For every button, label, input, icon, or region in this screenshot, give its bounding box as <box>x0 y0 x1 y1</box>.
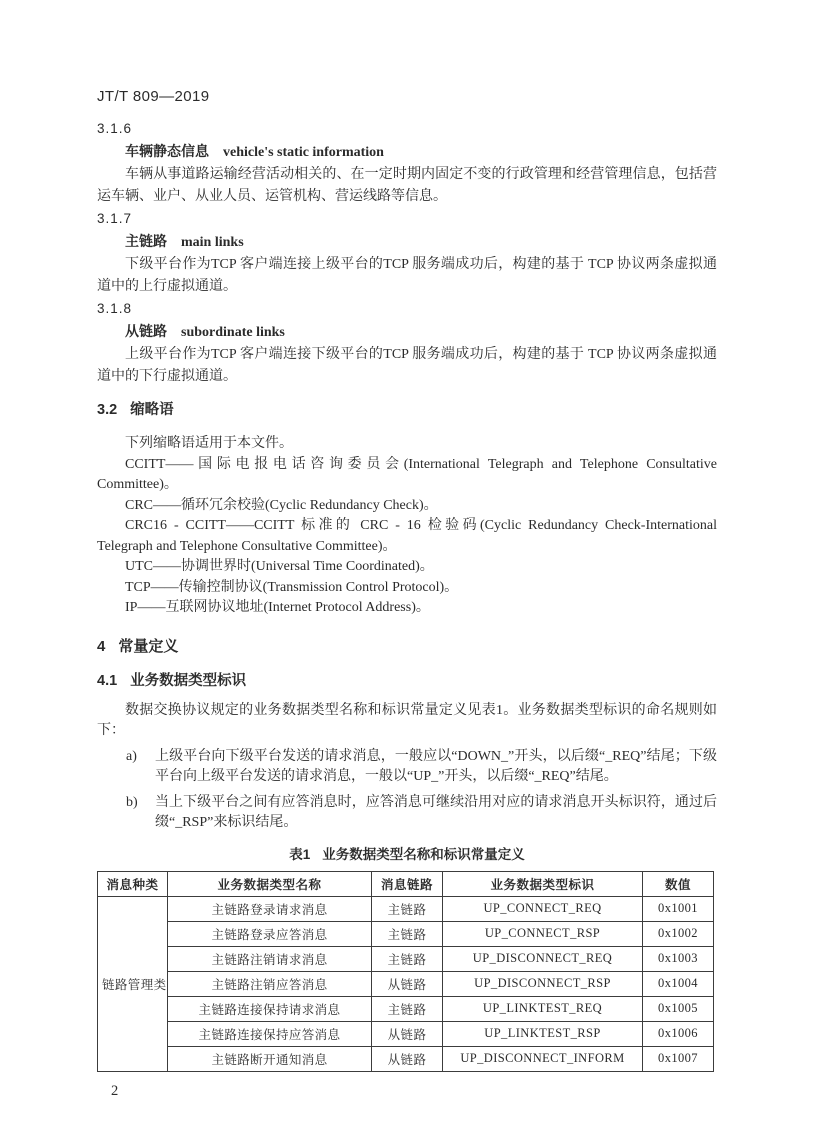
doc-number: JT/T 809—2019 <box>97 88 210 105</box>
section-title: 缩略语 <box>130 402 174 418</box>
list-label: a) <box>126 748 137 764</box>
clause-3-1-6 <box>97 118 717 208</box>
abbr-item-utc: UTC——协调世界时(Universal Time Coordinated)。 <box>125 559 434 574</box>
abbr-item-ip: IP——互联网协议地址(Internet Protocol Address)。 <box>125 600 430 615</box>
cell-value: 0x1003 <box>643 946 714 971</box>
cell-value: 0x1006 <box>643 1021 714 1046</box>
term-line <box>97 230 717 254</box>
clause-3-1-7 <box>97 208 717 298</box>
term-line <box>97 320 717 344</box>
col-header-name: 业务数据类型名称 <box>168 871 372 896</box>
clause-body: 车辆从事道路运输经营活动相关的、在一定时期内固定不变的行政管理和经营管理信息，包括营运车辆、业户、从业人员、运管机构、营运线路等信息。 <box>97 167 717 204</box>
cell-id: UP_LINKTEST_RSP <box>443 1021 643 1046</box>
cell-name: 主链路登录应答消息 <box>168 921 372 946</box>
cell-name: 主链路连接保持应答消息 <box>168 1021 372 1046</box>
cell-id: UP_DISCONNECT_REQ <box>443 946 643 971</box>
clause-number: 3.1.7 <box>97 211 133 226</box>
section-number: 4.1 <box>97 672 118 689</box>
section-title: 业务数据类型标识 <box>130 672 247 689</box>
section-4-heading <box>97 636 717 657</box>
cell-value: 0x1005 <box>643 996 714 1021</box>
table-header-row <box>98 871 714 896</box>
clause-body: 下级平台作为TCP 客户端连接上级平台的TCP 服务端成功后，构建的基于 TCP 协议两条虚拟通道中的上行虚拟通道。 <box>97 257 717 294</box>
abbr-intro: 下列缩略语适用于本文件。 <box>125 436 293 451</box>
cell-value: 0x1001 <box>643 896 714 921</box>
cell-name: 主链路连接保持请求消息 <box>168 996 372 1021</box>
clause-number: 3.1.8 <box>97 301 133 316</box>
table-row <box>98 996 714 1021</box>
list-item-b <box>97 793 717 833</box>
table-title-text: 业务数据类型名称和标识常量定义 <box>322 846 525 862</box>
list-label: b) <box>126 794 138 810</box>
abbr-item-crc: CRC——循环冗余校验(Cyclic Redundancy Check)。 <box>125 497 438 513</box>
col-header-category: 消息种类 <box>98 871 168 896</box>
group-cell: 链路管理类 <box>98 896 168 1071</box>
abbr-item-ccitt: CCITT——国际电报电话咨询委员会(International Telegraph and Telephone Consultative Committee)。 <box>97 456 717 492</box>
abbr-item-tcp: TCP——传输控制协议(Transmission Control Protocol)。 <box>125 579 459 595</box>
term-line <box>97 140 717 164</box>
cell-name: 主链路断开通知消息 <box>168 1046 372 1071</box>
cell-link: 主链路 <box>372 946 443 971</box>
term-zh: 车辆静态信息 <box>125 143 209 159</box>
col-header-id: 业务数据类型标识 <box>443 871 643 896</box>
abbreviations-block <box>97 434 717 619</box>
page-number: 2 <box>111 1082 119 1099</box>
term-zh: 从链路 <box>125 323 167 339</box>
table-row <box>98 971 714 996</box>
cell-link: 从链路 <box>372 1046 443 1071</box>
cell-link: 主链路 <box>372 896 443 921</box>
term-en: main links <box>181 235 244 250</box>
section-4-1-heading <box>97 671 717 692</box>
cell-link: 从链路 <box>372 971 443 996</box>
table-label: 表1 <box>289 846 311 862</box>
cell-id: UP_CONNECT_REQ <box>443 896 643 921</box>
list-item-a <box>97 747 717 787</box>
cell-link: 从链路 <box>372 1021 443 1046</box>
cell-id: UP_CONNECT_RSP <box>443 921 643 946</box>
term-en: subordinate links <box>181 325 285 340</box>
term-en: vehicle's static information <box>223 145 384 160</box>
table-row <box>98 896 714 921</box>
term-zh: 主链路 <box>125 233 167 249</box>
list-text: 当上下级平台之间有应答消息时，应答消息可继续沿用对应的请求消息开头标识符，通过后缀“_RSP”来标识结尾。 <box>155 794 717 830</box>
list-text: 上级平台向下级平台发送的请求消息，一般应以“DOWN_”开头，以后缀“_REQ”结尾；下级平台向上级平台发送的请求消息，一般以“UP_”开头，以后缀“_REQ”结尾。 <box>155 748 717 784</box>
cell-value: 0x1004 <box>643 971 714 996</box>
cell-id: UP_LINKTEST_REQ <box>443 996 643 1021</box>
table-title <box>97 845 717 865</box>
naming-rules-list <box>97 747 717 833</box>
abbr-item-crc16: CRC16 - CCITT——CCITT 标准的 CRC - 16 检验码(Cyclic Redundancy Check-International Telegraph and Telephone Consultative Committee)。 <box>97 518 717 554</box>
cell-value: 0x1002 <box>643 921 714 946</box>
section-title: 常量定义 <box>118 637 179 655</box>
clause-body: 上级平台作为TCP 客户端连接下级平台的TCP 服务端成功后，构建的基于 TCP 协议两条虚拟通道中的下行虚拟通道。 <box>97 347 717 384</box>
section-number: 4 <box>97 637 106 655</box>
table-row <box>98 946 714 971</box>
col-header-link: 消息链路 <box>372 871 443 896</box>
clause-3-1-8 <box>97 298 717 388</box>
data-table <box>97 871 714 1072</box>
cell-name: 主链路注销应答消息 <box>168 971 372 996</box>
section-number: 3.2 <box>97 402 118 418</box>
cell-id: UP_DISCONNECT_INFORM <box>443 1046 643 1071</box>
col-header-value: 数值 <box>643 871 714 896</box>
cell-link: 主链路 <box>372 996 443 1021</box>
section-4-1-intro: 数据交换协议规定的业务数据类型名称和标识常量定义见表1。业务数据类型标识的命名规则如下： <box>97 702 717 738</box>
cell-id: UP_DISCONNECT_RSP <box>443 971 643 996</box>
section-3-2-heading <box>97 400 717 421</box>
table-row <box>98 1021 714 1046</box>
table-row <box>98 1046 714 1071</box>
cell-name: 主链路登录请求消息 <box>168 896 372 921</box>
cell-value: 0x1007 <box>643 1046 714 1071</box>
cell-link: 主链路 <box>372 921 443 946</box>
cell-name: 主链路注销请求消息 <box>168 946 372 971</box>
table-row <box>98 921 714 946</box>
clause-number: 3.1.6 <box>97 121 133 136</box>
